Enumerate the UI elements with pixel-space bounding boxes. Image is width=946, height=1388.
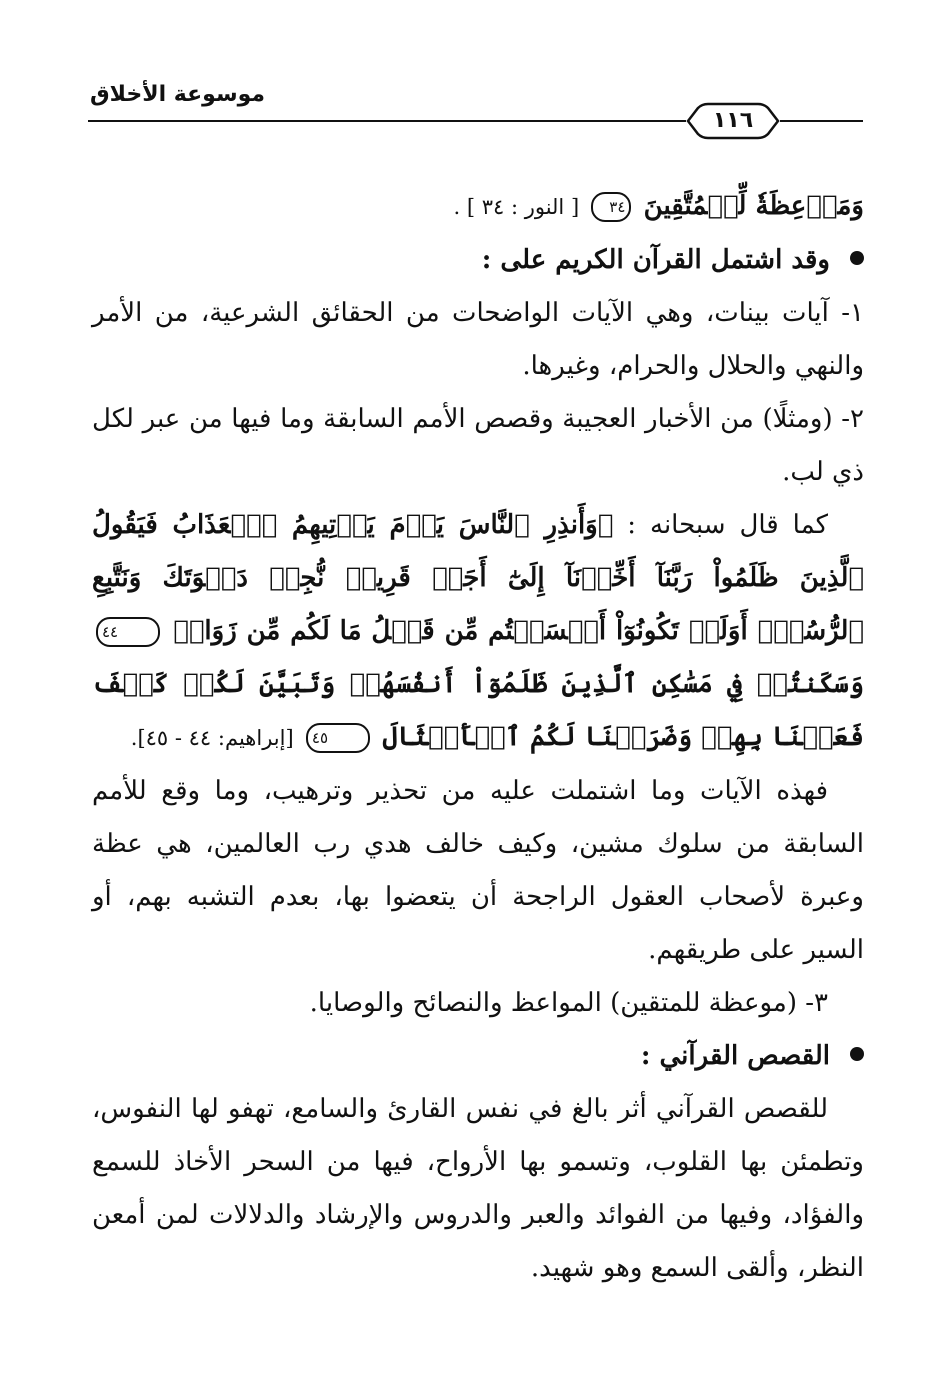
paragraph-stories: للقصص القرآني أثر بالغ في نفس القارئ والسامع، تهفو لها النفوس، وتطمئن بها القلوب، وتسمو بها الأرواح، فيها من السحر الأخاذ للسمع والفؤاد، وفيها من الفوائد والعبر والدروس والإرشاد والدلالات لمن أمعن النظر، وألقى السمع وهو شهيد.: [92, 1094, 864, 1283]
quran-verse-ending: [92, 180, 864, 234]
citation-source: [إبراهيم: ٤٤ - ٤٥].: [130, 726, 294, 750]
citation-verse-45: وَسَكَنتُمۡ فِي مَسَٰكِنِ ٱلَّذِينَ ظَلَمُوٓاْ أَنفُسَهُمۡ وَتَبَيَّنَ لَكُمۡ كَيۡفَ فَعَلۡنَا بِهِمۡ وَضَرَبۡنَا لَكُمُ ٱلۡأَمۡثَالَ: [92, 669, 864, 752]
aya-number-mark: ٤٥: [306, 723, 370, 753]
page-body: [92, 180, 864, 1295]
section-heading-quran: [92, 234, 864, 287]
aya-number-mark: ٤٤: [96, 617, 160, 647]
bullet-icon: [850, 1047, 864, 1061]
citation-intro: كما قال سبحانه :: [627, 510, 828, 540]
page-number-frame: [686, 102, 780, 140]
quran-verse-text: وَمَوۡعِظَةٗ لِّلۡمُتَّقِينَ: [643, 191, 864, 221]
verse-source: [ النور : ٣٤ ] .: [453, 195, 580, 219]
section-heading-stories: [92, 1030, 864, 1083]
paragraph-lessons: فهذه الآيات وما اشتملت عليه من تحذير وترهيب، وما وقع للأمم السابقة من سلوك مشين، وكيف خالف هدي رب العالمين، هي عظة وعبرة لأصحاب العقول الراجحة أن يتعضوا بها، بعدم التشبه بهم، أو السير على طريقهم.: [92, 776, 864, 965]
page-number: ١١٦: [712, 108, 754, 133]
quran-citation: [92, 499, 864, 765]
aya-number-mark: ٣٤: [591, 192, 631, 222]
list-item-1: ١- آيات بينات، وهي الآيات الواضحات من الحقائق الشرعية، من الأمر والنهي والحلال والحرام، وغيرها.: [92, 298, 864, 381]
section-heading-text: القصص القرآني :: [640, 1041, 830, 1071]
page-header: [88, 78, 863, 138]
book-title: موسوعة الأخلاق: [89, 82, 265, 107]
list-item-3: ٣- (موعظة للمتقين) المواعظ والنصائح والوصايا.: [309, 988, 828, 1018]
header-rule-right: [780, 120, 863, 122]
section-heading-text: وقد اشتمل القرآن الكريم على :: [481, 245, 830, 275]
list-item-2: ٢- (ومثلًا) من الأخبار العجيبة وقصص الأمم السابقة وما فيها من عبر لكل ذي لب.: [92, 404, 864, 487]
bullet-icon: [850, 251, 864, 265]
citation-verse-44: ﴿وَأَنذِرِ ٱلنَّاسَ يَوۡمَ يَأۡتِيهِمُ ٱلۡعَذَابُ فَيَقُولُ ٱلَّذِينَ ظَلَمُواْ رَبَّنَآ أَخِّرۡنَآ إِلَىٰٓ أَجَلٖ قَرِيبٖ نُّجِبۡ دَعۡوَتَكَ وَنَتَّبِعِ ٱلرُّسُلَۗ أَوَلَمۡ تَكُونُوٓاْ أَقۡسَمۡتُم مِّن قَبۡلُ مَا لَكُم مِّن زَوَالٖ: [92, 510, 865, 646]
header-rule-left: [88, 120, 686, 122]
